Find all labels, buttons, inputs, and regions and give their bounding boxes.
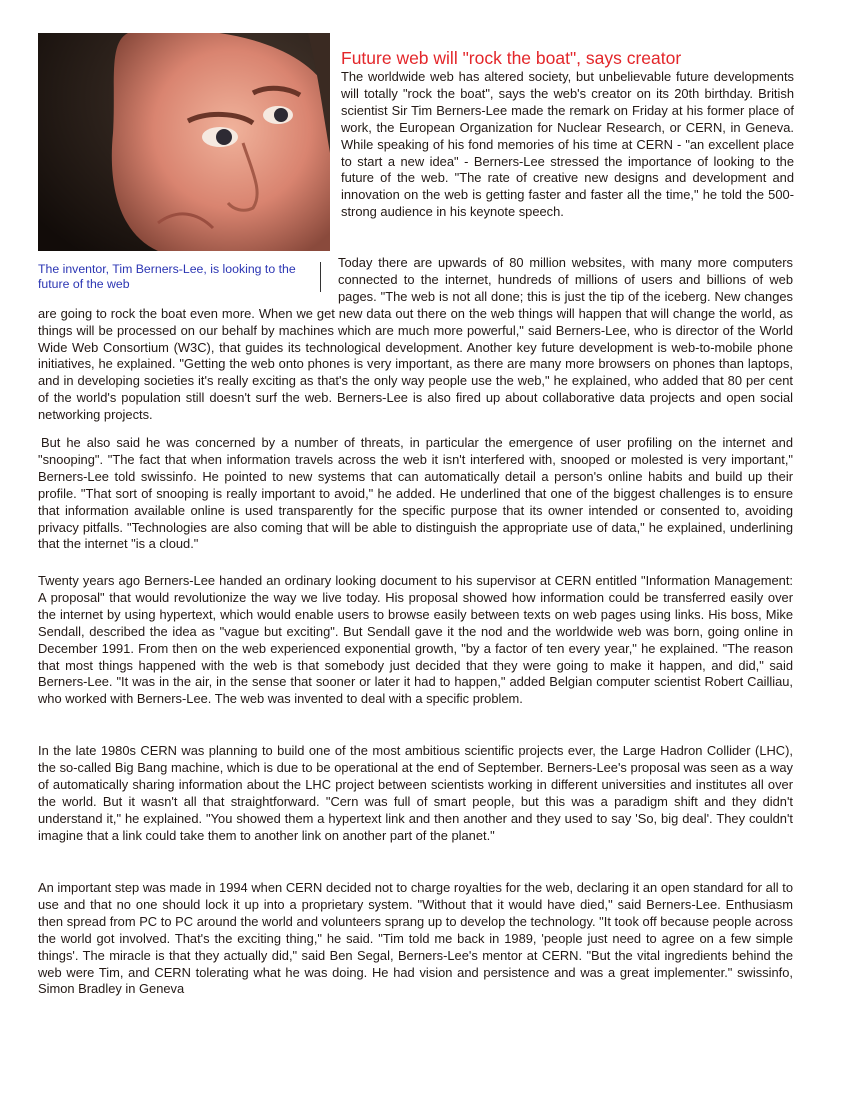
paragraph-3: Twenty years ago Berners-Lee handed an ordinary looking document to his supervisor at CERN entitled "Information Management: A proposal" that would revolutionize the way we live today. His proposal showed how information could be transferred easily over the internet by using hypertext, which would enable users to browse easily between texts on web pages using links. His boss, Mike Sendall, described the idea as "vague but exciting". But Sendall gave it the nod and the worldwide web was born, going online in December 1991. From then on the web experienced exponential growth, "by a factor of ten every year," he explained. "The reason that most things happened with the web is that somebody just decided that they were going to make it happen, and did," said Berners-Lee. "It was in the air, in the sense that sooner or later it had to happen," added Belgian computer scientist Robert Cailliau, who worked with Berners-Lee. The web was invented to deal with a specific problem. (38, 573, 793, 707)
intro-paragraph: The worldwide web has altered society, but unbelievable future developments will totally "rock the boat", says the web's creator on its 20th birthday. British scientist Sir Tim Berners-Lee made the remark on Friday at his former place of work, the European Organization for Nuclear Research, or CERN, in Geneva. While speaking of his fond memories of his time at CERN - "an excellent place to start a new idea" - Berners-Lee stressed the importance of looking to the future of the web. "The rate of creative new designs and development and innovation on the web is getting faster and faster all the time," he told the 500-strong audience in his keynote speech. (341, 69, 794, 220)
article-title: Future web will "rock the boat", says creator (341, 48, 682, 68)
paragraph-2: But he also said he was concerned by a number of threats, in particular the emergence of user profiling on the internet and "snooping". "The fact that when information travels across the web it isn't interfered with, snooped or molested is very important," Berners-Lee told swissinfo. He pointed to new systems that can automatically detail a person's online habits and build up their profile. "That sort of snooping is really important to avoid," he added. He underlined that one of the biggest challenges is to ensure that information available online is used transparently for the specific purpose that its owner intended or consented to, avoiding privacy pitfalls. "Technologies are also coming that will be able to distinguish the appropriate use of data," he explained, underlining that the internet "is a cloud." (38, 435, 793, 552)
caption-spacer (38, 251, 338, 301)
paragraph-4: In the late 1980s CERN was planning to build one of the most ambitious scientific projects ever, the Large Hadron Collider (LHC), the so-called Big Bang machine, which is due to be operational at the end of September. Berners-Lee's proposal was seen as a way of automatically sharing information about the LHC project between scientists working in different universities and institutes all over the world. But it wasn't all that straightforward. "Cern was full of smart people, but this was a paradigm shift and they didn't understand it," he explained. "You showed them a hypertext link and then another and they used to say 'So, big deal'. They couldn't imagine that a link could take them to another link on another part of the planet." (38, 743, 793, 843)
paragraph-1-block (38, 251, 793, 424)
portrait-image (38, 33, 330, 251)
portrait-photo (38, 33, 330, 251)
photo-caption: The inventor, Tim Berners-Lee, is looking to the future of the web (38, 262, 296, 291)
paragraph-1: Today there are upwards of 80 million websites, with many more computers connected to the internet, hundreds of millions of users and billions of web pages. "The web is not all done; this is just the tip of the iceberg. New changes are going to rock the boat even more. When we get new data out there on the web things will happen that will change the world, as things will be processed on our behalf by machines which are much more powerful," said Berners-Lee, who is director of the World Wide Web Consortium (W3C), that guides its technological development. Another key future development is web-to-mobile phone initiatives, he explained. "Getting the web onto phones is very important, as there are many more browsers on phones than laptops, and in developing societies it's really exciting as that's the only way people use the web," he explained, who added that 80 per cent of the world's population still doesn't surf the web. Berners-Lee is also fired up about collaborative data projects and open social networking projects. (38, 255, 793, 423)
paragraph-5: An important step was made in 1994 when CERN decided not to charge royalties for the web, declaring it an open standard for all to use and that no one should lock it up into a proprietary system. "Without that it would have died," said Berners-Lee. Enthusiasm then spread from PC to PC around the world and volunteers sprang up to develop the technology. "It took off because people across the world got involved. That's the exciting thing," he said. "Tim told me back in 1989, 'people just need to agree on a few simple things'. The miracle is that they actually did," said Ben Segal, Berners-Lee's mentor at CERN. "But the vital ingredients behind the web were Tim, and CERN tolerating what he was doing. He had vision and persistence and was a great implementer." swissinfo, Simon Bradley in Geneva (38, 880, 793, 997)
